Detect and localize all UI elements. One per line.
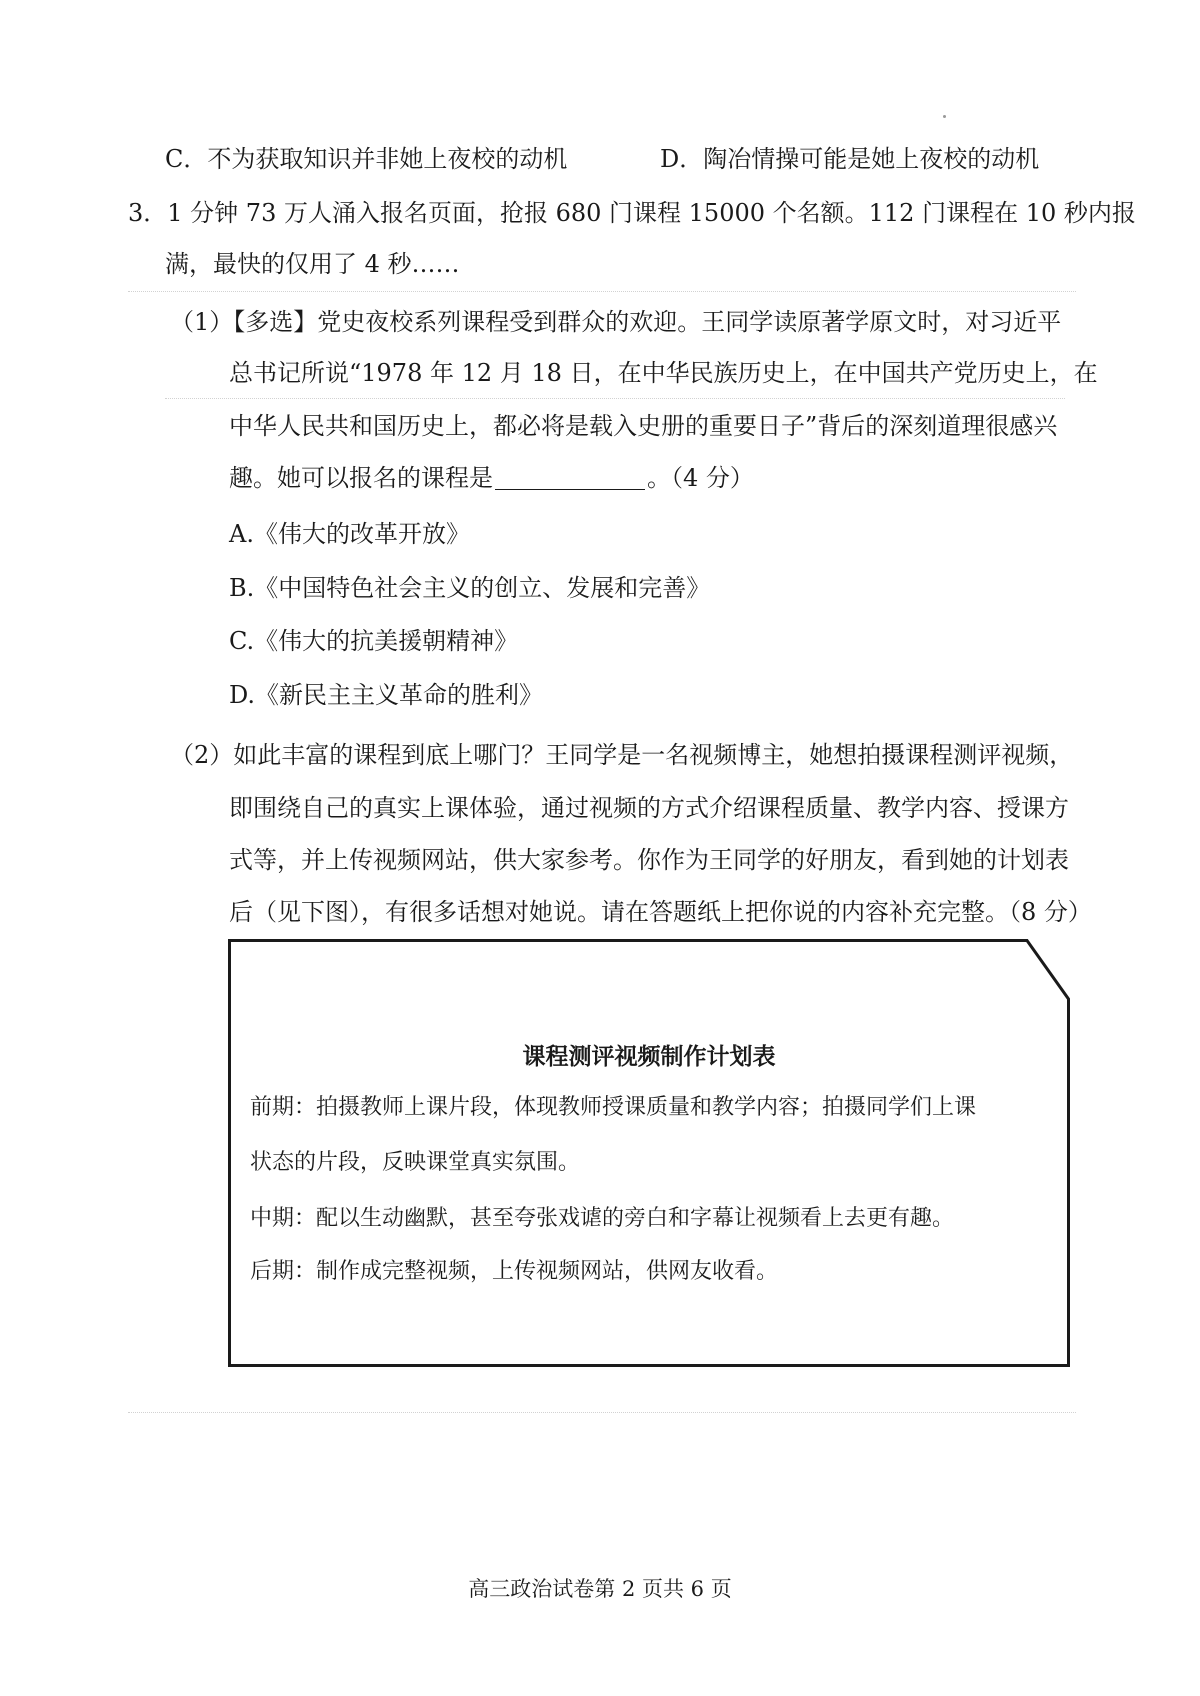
page-footer: 高三政治试卷第 2 页共 6 页: [468, 1577, 732, 1601]
plan-box-line3: 中期：配以生动幽默，甚至夸张戏谑的旁白和字幕让视频看上去更有趣。: [250, 1206, 955, 1231]
faint-dotted-rule: [128, 291, 1076, 292]
q3-part1-option-a: A.《伟大的改革开放》: [229, 520, 470, 548]
plan-box-line4: 后期：制作成完整视频，上传视频网站，供网友收看。: [250, 1259, 779, 1284]
plan-table-box: [228, 939, 1070, 1367]
q3-stem-line2: 满，最快的仅用了 4 秒……: [165, 250, 460, 278]
q2-option-c: C．不为获取知识并非她上夜校的动机: [165, 145, 568, 173]
q3-part1-line4-text: 趣。她可以报名的课程是: [229, 464, 493, 492]
answer-blank: [495, 465, 645, 490]
q3-part1-score: 。（4 分）: [647, 464, 754, 492]
q3-part1-line1: （1）【多选】党史夜校系列课程受到群众的欢迎。王同学读原著学原文时，对习近平: [170, 308, 1062, 336]
q3-part1-option-c: C.《伟大的抗美援朝精神》: [229, 627, 519, 655]
q3-part2-line4: 后（见下图），有很多话想对她说。请在答题纸上把你说的内容补充完整。（8 分）: [229, 898, 1092, 926]
plan-box-line1: 前期：拍摄教师上课片段，体现教师授课质量和教学内容；拍摄同学们上课: [250, 1095, 977, 1120]
q3-part1-line4: [229, 461, 754, 495]
q3-part2-line3: 式等，并上传视频网站，供大家参考。你作为王同学的好朋友，看到她的计划表: [229, 846, 1069, 874]
plan-box-line2: 状态的片段，反映课堂真实氛围。: [250, 1150, 581, 1175]
scan-speck: [943, 115, 946, 118]
q3-part1-line2: 总书记所说“1978 年 12 月 18 日，在中华民族历史上，在中国共产党历史上，在: [229, 359, 1098, 387]
q3-part1-option-d: D.《新民主主义革命的胜利》: [229, 681, 544, 709]
faint-dotted-rule: [128, 1412, 1076, 1413]
q3-part1-option-b: B.《中国特色社会主义的创立、发展和完善》: [229, 574, 711, 602]
q2-option-d: D．陶冶情操可能是她上夜校的动机: [660, 145, 1040, 173]
q3-part2-line2: 即围绕自己的真实上课体验，通过视频的方式介绍课程质量、教学内容、授课方: [229, 794, 1069, 822]
q3-stem-line1: 3．1 分钟 73 万人涌入报名页面，抢报 680 门课程 15000 个名额。112 门课程在 10 秒内报: [128, 199, 1136, 227]
q3-part2-line1: （2）如此丰富的课程到底上哪门？王同学是一名视频博主，她想拍摄课程测评视频，: [170, 741, 1074, 769]
q3-part1-line3: 中华人民共和国历史上，都必将是载入史册的重要日子”背后的深刻道理很感兴: [229, 412, 1058, 440]
plan-box-title: 课程测评视频制作计划表: [522, 1044, 776, 1070]
faint-dotted-rule: [165, 398, 1065, 399]
